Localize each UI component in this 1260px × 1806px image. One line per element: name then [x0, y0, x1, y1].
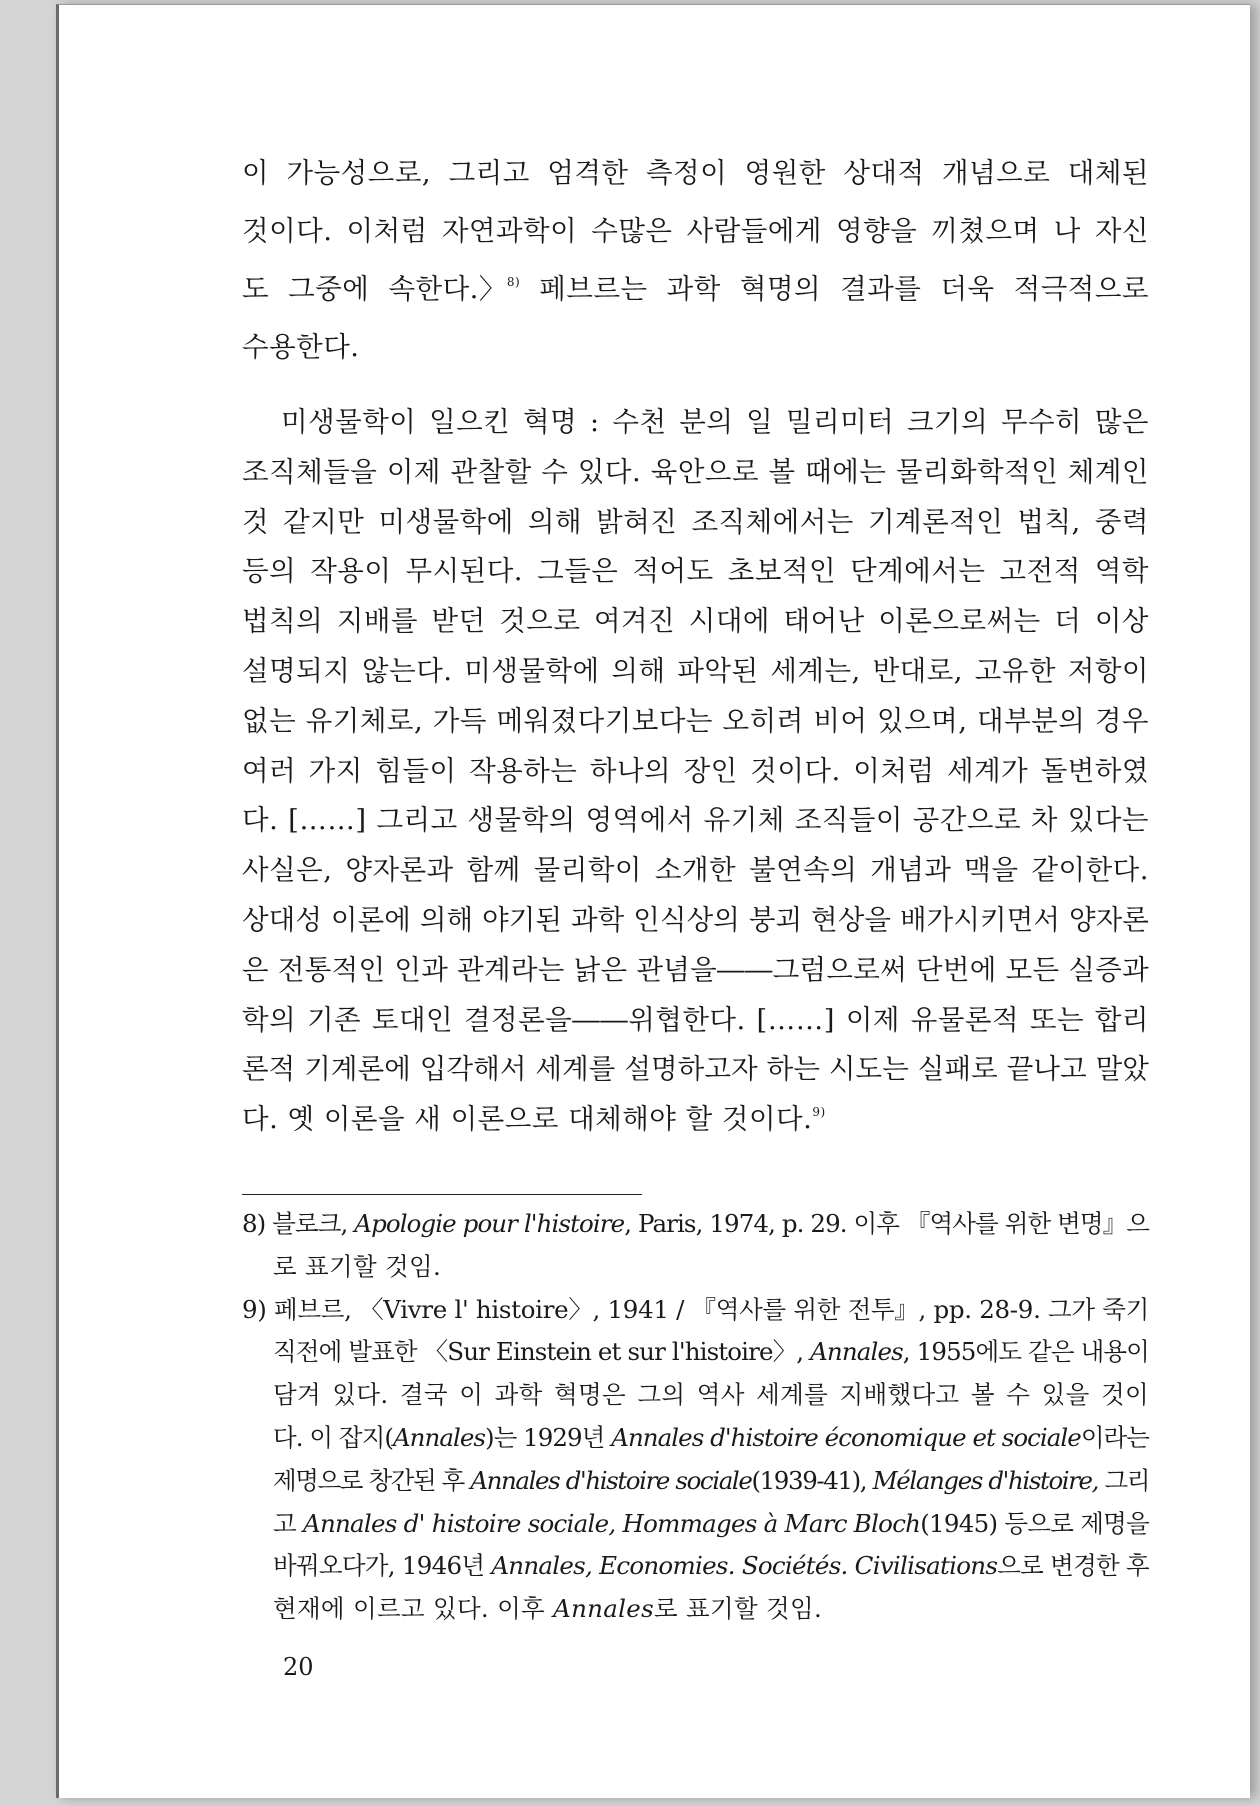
- book-page: [56, 4, 1250, 1798]
- quote-line: 론적 기계론에 입각해서 세계를 설명하고자 하는 시도는 실패로 끝나고 말았: [242, 1053, 1149, 1086]
- footnote-line: [242, 1588, 1149, 1631]
- italic-title: Mélanges d'histoire,: [872, 1465, 1099, 1495]
- text-segment: 그리: [1098, 1465, 1149, 1495]
- footnote-line: [242, 1460, 1149, 1503]
- italic-title: Apologie pour l'histoire: [354, 1209, 625, 1238]
- footnote-8: [242, 1203, 1149, 1289]
- quote-line: 다. [……] 그리고 생물학의 영역에서 유기체 조직들이 공간으로 차 있다는: [242, 804, 1149, 837]
- text-line: 이 가능성으로, 그리고 엄격한 측정이 영원한 상대적 개념으로 대체된: [242, 157, 1149, 189]
- text-segment: 블로크,: [265, 1209, 355, 1238]
- footnote-line: 로 표기할 것임.: [273, 1251, 442, 1281]
- quote-line: 상대성 이론에 의해 야기된 과학 인식상의 붕괴 현상을 배가시키면서 양자론: [242, 903, 1149, 936]
- text-segment: 다. 이 잡지(: [273, 1422, 393, 1452]
- italic-title: Annales d'histoire sociale: [470, 1465, 752, 1495]
- italic-title: Annales: [553, 1594, 654, 1624]
- quote-line: 설명되지 않는다. 미생물학에 의해 파악된 세계는, 반대로, 고유한 저항이: [242, 654, 1149, 687]
- text-segment: 바꿔오다가, 1946년: [273, 1551, 492, 1581]
- footnote-9: [242, 1289, 1149, 1631]
- footnote-line: [242, 1503, 1149, 1546]
- footnote-line: [242, 1203, 1149, 1246]
- text-segment: (1939-41),: [751, 1465, 873, 1495]
- text-segment: )는 1929년: [485, 1422, 612, 1452]
- text-segment: 고: [273, 1508, 303, 1538]
- text-line: [242, 260, 1149, 318]
- footnote-divider: [242, 1194, 642, 1195]
- quote-line: 학의 기존 토대인 결정론을――위협한다. [……] 이제 유물론적 또는 합리: [242, 1003, 1149, 1036]
- footnote-line: [242, 1331, 1149, 1374]
- quote-line: 은 전통적인 인과 관계라는 낡은 관념을――그럼으로써 단번에 모든 실증과: [242, 953, 1149, 986]
- top-paragraph: [242, 144, 1149, 376]
- text-segment: 제명으로 창간된 후: [273, 1465, 471, 1495]
- quote-line: 것 같지만 미생물학에 의해 밝혀진 조직체에서는 기계론적인 법칙, 중력: [242, 505, 1149, 538]
- text-segment: 페브르, 〈Vivre l' histoire〉, 1941 / 『역사를 위한 전투』, pp. 28-9. 그가 죽기: [266, 1294, 1149, 1324]
- footnote-line: [242, 1545, 1149, 1588]
- footnote-line: 담겨 있다. 결국 이 과학 혁명은 그의 역사 세계를 지배했다고 볼 수 있을 것이: [273, 1380, 1149, 1410]
- quote-line: 여러 가지 힘들이 작용하는 하나의 장인 것이다. 이처럼 세계가 돌변하였: [242, 754, 1150, 787]
- page-number: 20: [283, 1653, 314, 1681]
- quote-line: 등의 작용이 무시된다. 그들은 적어도 초보적인 단계에서는 고전적 역학: [242, 555, 1149, 588]
- quote-line: 사실은, 양자론과 함께 물리학이 소개한 불연속의 개념과 맥을 같이한다.: [242, 854, 1149, 887]
- block-quote: [242, 398, 1149, 1145]
- text-segment: 도 그중에 속한다.〉: [242, 273, 507, 305]
- footnote-ref-8: 8): [506, 275, 521, 289]
- italic-title: Annales: [392, 1422, 486, 1452]
- italic-title: Annales d' histoire sociale, Hommages à Marc Bloch: [303, 1508, 921, 1538]
- text-segment: 직전에 발표한 〈Sur Einstein et sur l'histoire〉,: [273, 1337, 811, 1367]
- footnote-number: 8): [242, 1209, 266, 1238]
- footnote-line: [242, 1417, 1149, 1460]
- italic-title: Annales: [810, 1337, 903, 1367]
- text-segment: 다. 옛 이론을 새 이론으로 대체해야 할 것이다.: [242, 1103, 813, 1136]
- text-segment: , Paris, 1974, p. 29. 이후 『역사를 위한 변명』으: [624, 1209, 1149, 1238]
- footnote-number: 9): [242, 1294, 267, 1324]
- quote-line: 조직체들을 이제 관찰할 수 있다. 육안으로 볼 때에는 물리화학적인 체계인: [242, 455, 1149, 488]
- italic-title: Annales, Economies. Sociétés. Civilisations: [491, 1551, 998, 1581]
- quote-line: 미생물학이 일으킨 혁명 : 수천 분의 일 밀리미터 크기의 무수히 많은: [281, 406, 1149, 438]
- text-line: 수용한다.: [242, 331, 360, 363]
- text-segment: 로 표기할 것임.: [653, 1594, 823, 1624]
- quote-line: [242, 1095, 1149, 1145]
- text-line: 것이다. 이처럼 자연과학이 수많은 사람들에게 영향을 끼쳤으며 나 자신: [242, 215, 1149, 247]
- text-segment: , 1955에도 같은 내용이: [902, 1337, 1149, 1367]
- text-segment: 현재에 이르고 있다. 이후: [273, 1594, 554, 1624]
- text-segment: (1945) 등으로 제명을: [920, 1508, 1150, 1538]
- quote-line: 법칙의 지배를 받던 것으로 여겨진 시대에 태어난 이론으로써는 더 이상: [242, 605, 1149, 638]
- text-segment: 으로 변경한 후: [997, 1551, 1149, 1581]
- quote-line: 없는 유기체로, 가득 메워졌다기보다는 오히려 비어 있으며, 대부분의 경우: [242, 704, 1149, 737]
- italic-title: Annales d'histoire économique et sociale: [611, 1422, 1081, 1452]
- footnote-ref-9: 9): [812, 1105, 826, 1120]
- footnote-line: [242, 1289, 1149, 1332]
- text-segment: 페브르는 과학 혁명의 결과를 더욱 적극적으로: [520, 273, 1149, 305]
- footnotes: [242, 1203, 1149, 1631]
- text-segment: 이라는: [1080, 1422, 1149, 1452]
